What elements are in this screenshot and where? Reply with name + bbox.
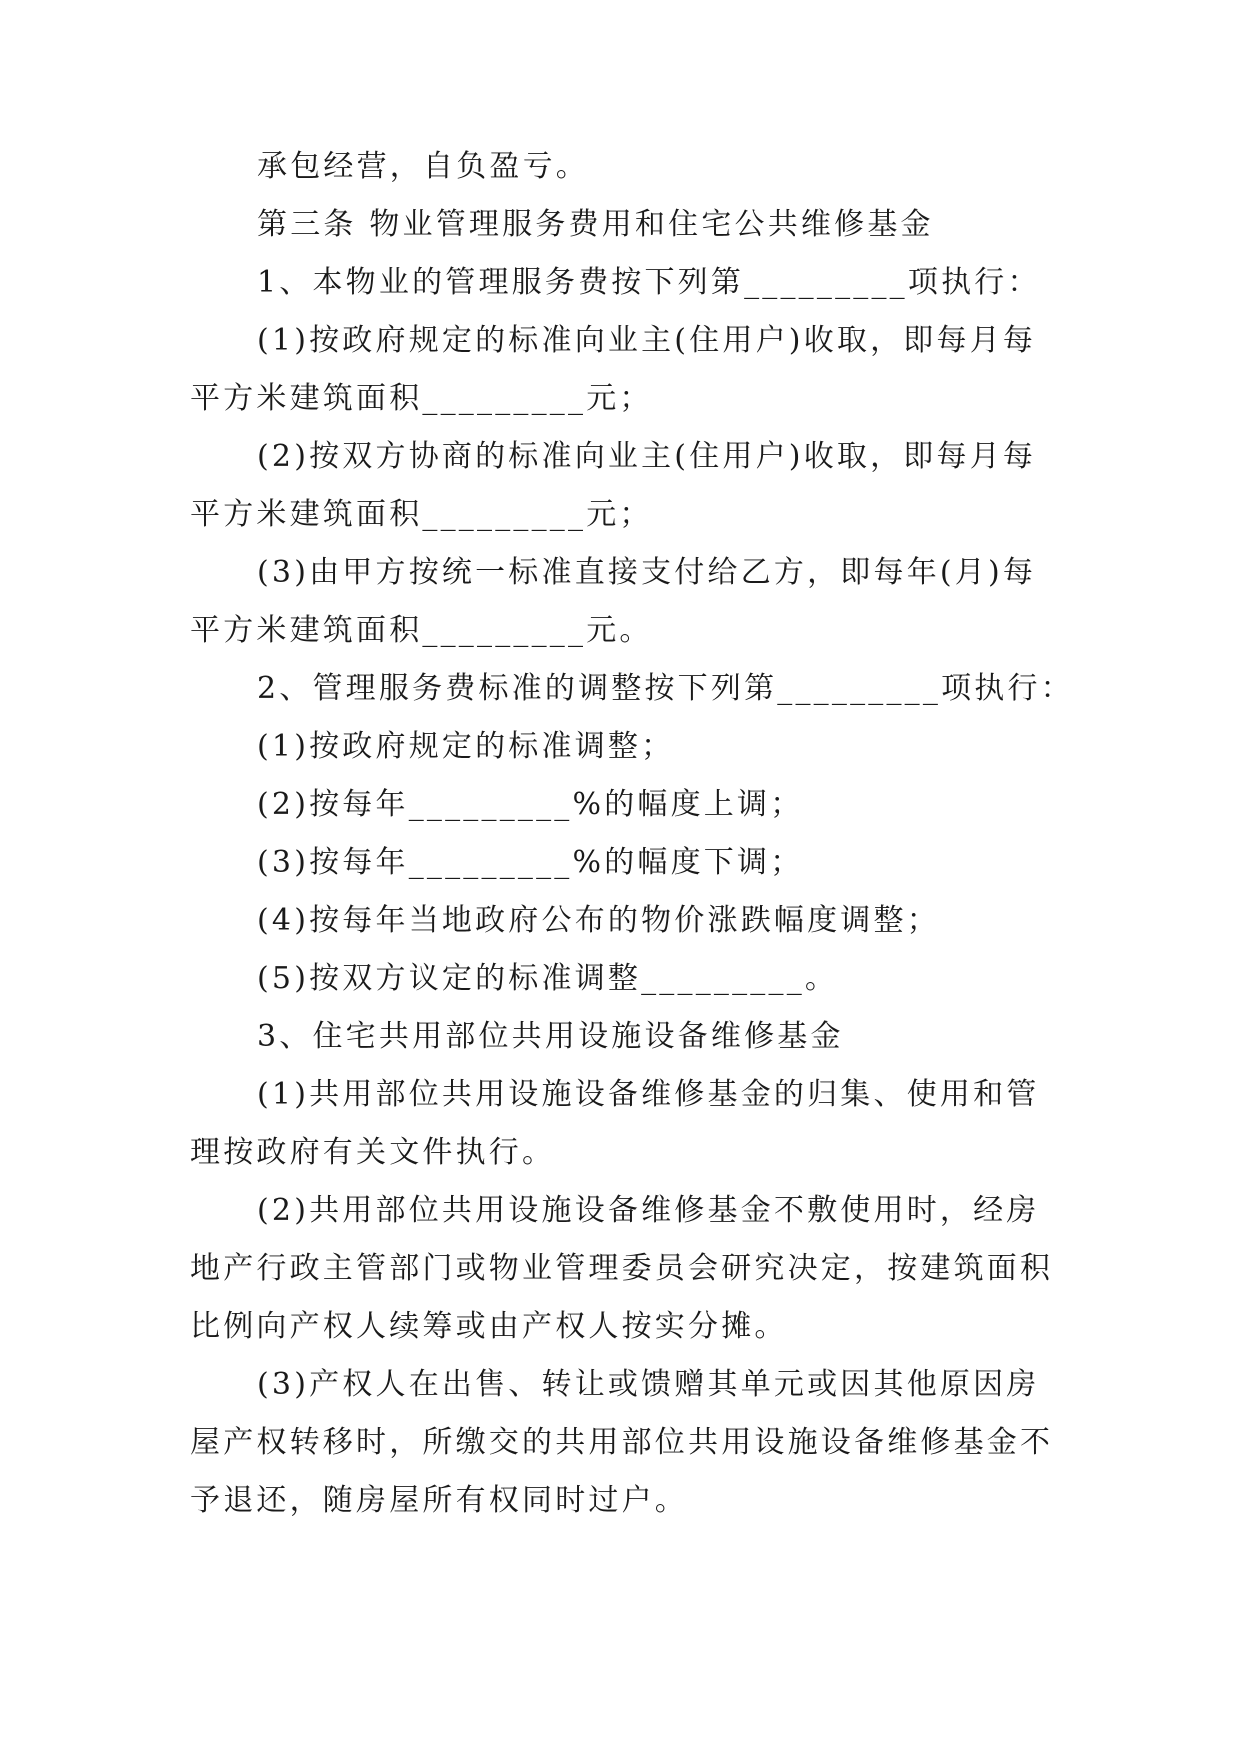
- text-line: (1)按政府规定的标准向业主(住用户)收取，即每月每: [257, 323, 1037, 358]
- text-line: (5)按双方议定的标准调整_________。: [257, 961, 839, 996]
- text-line: (1)共用部位共用设施设备维修基金的归集、使用和管: [257, 1077, 1040, 1112]
- text-line: 平方米建筑面积_________元；: [190, 497, 653, 532]
- text-line: (2)按双方协商的标准向业主(住用户)收取，即每月每: [257, 439, 1037, 474]
- text-line: 3、住宅共用部位共用设施设备维修基金: [257, 1019, 844, 1054]
- text-line: 承包经营，自负盈亏。: [257, 149, 589, 184]
- text-line: (2)按每年_________%的幅度上调；: [257, 787, 804, 822]
- text-line: (3)由甲方按统一标准直接支付给乙方，即每年(月)每: [257, 555, 1037, 590]
- text-line: 理按政府有关文件执行。: [190, 1135, 556, 1170]
- text-line: 1、本物业的管理服务费按下列第_________项执行：: [257, 265, 1041, 300]
- text-line: (4)按每年当地政府公布的物价涨跌幅度调整；: [257, 903, 940, 938]
- text-line: 予退还，随房屋所有权同时过户。: [190, 1483, 688, 1518]
- section-heading: 第三条 物业管理服务费用和住宅公共维修基金: [257, 207, 934, 242]
- text-line: 比例向产权人续筹或由产权人按实分摊。: [190, 1309, 788, 1344]
- text-line: 2、管理服务费标准的调整按下列第_________项执行：: [257, 671, 1074, 706]
- text-line: 屋产权转移时，所缴交的共用部位共用设施设备维修基金不: [190, 1425, 1054, 1460]
- text-line: (3)产权人在出售、转让或馈赠其单元或因其他原因房: [257, 1367, 1040, 1402]
- text-line: 地产行政主管部门或物业管理委员会研究决定，按建筑面积: [190, 1251, 1054, 1286]
- text-line: (2)共用部位共用设施设备维修基金不敷使用时，经房: [257, 1193, 1040, 1228]
- text-line: 平方米建筑面积_________元；: [190, 381, 653, 416]
- text-line: (1)按政府规定的标准调整；: [257, 729, 675, 764]
- text-line: 平方米建筑面积_________元。: [190, 613, 653, 648]
- text-line: (3)按每年_________%的幅度下调；: [257, 845, 804, 880]
